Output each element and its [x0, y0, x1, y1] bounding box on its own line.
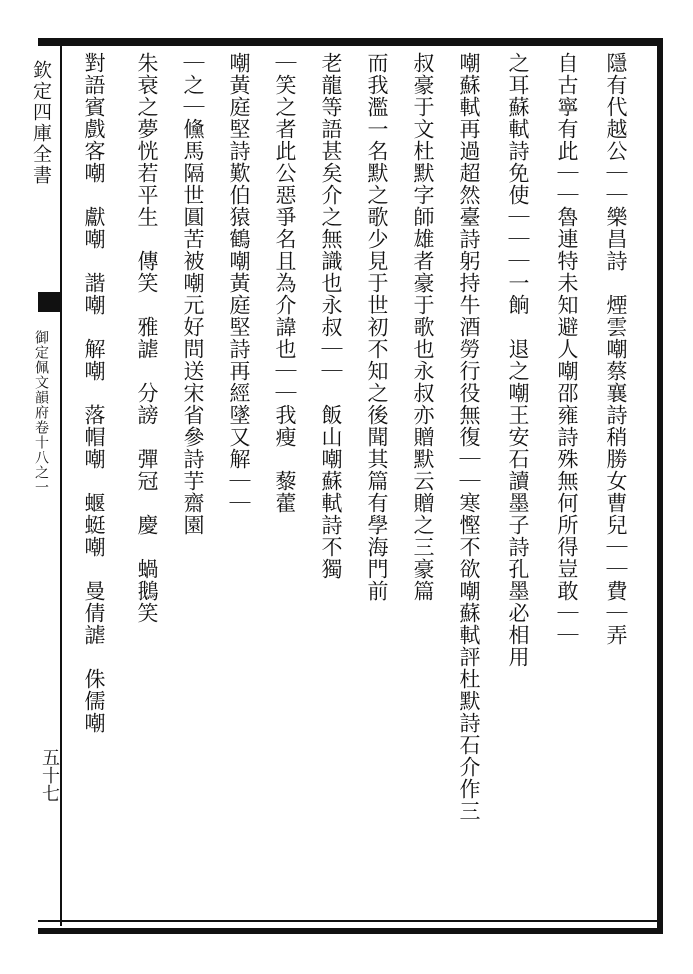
top-border: [38, 38, 663, 46]
gutter-fishtail-mark: [38, 292, 60, 312]
text-column-10: ｜之｜儵馬隔世圓苦被嘲元好問送宋省參詩芋齋園: [181, 52, 205, 536]
text-column-3: 之耳蘇軾詩免使｜｜｜一餉 退之嘲王安石讀墨子詩孔墨必相用: [506, 52, 530, 668]
page-number: 五十七: [39, 748, 60, 802]
bottom-border: [38, 928, 663, 934]
text-column-11: 朱衰之夢恍若平生 傳笑 雅謔 分謗 彈冠 慶 蝸鵝笑: [135, 52, 159, 624]
text-column-8: ｜笑之者此公惡爭名且為介諱也｜｜我瘦 藜藿: [273, 52, 297, 514]
text-column-5: 叔豪于文杜默字師雄者豪于歌也永叔亦贈默云贈之三豪篇: [411, 52, 435, 602]
text-column-12: 對語賓戲客嘲 獻嘲 諧嘲 解嘲 落帽嘲 蝘蜓嘲 曼倩謔 侏儒嘲: [82, 52, 106, 734]
inner-bottom-rule: [38, 920, 663, 922]
right-border: [657, 38, 663, 934]
text-column-7: 老龍等語甚矣介之無識也永叔｜｜ 飯山嘲蘇軾詩不獨: [319, 52, 343, 580]
text-column-4: 嘲蘇軾再過超然臺詩躬持牛酒勞行役無復｜｜寒慳不欲嘲蘇軾評杜默詩石介作三: [457, 52, 481, 822]
text-column-2: 自古寧有此｜｜魯連特未知避人嘲邵雍詩殊無何所得豈敢｜｜: [555, 52, 579, 646]
book-title: 欽定四庫全書: [30, 60, 52, 186]
text-column-9: 嘲黃庭堅詩歎伯猿鶴嘲黃庭堅詩再經墜又解｜｜: [227, 52, 251, 514]
text-column-6: 而我濫一名默之歌少見于世初不知之後聞其篇有學海門前: [365, 52, 389, 602]
volume-label: 御定佩文韻府卷十八之一: [33, 330, 49, 495]
text-column-1: 隱有代越公｜｜樂昌詩 煙雲嘲蔡襄詩稍勝女曹兒｜｜費｜弄: [604, 52, 628, 646]
